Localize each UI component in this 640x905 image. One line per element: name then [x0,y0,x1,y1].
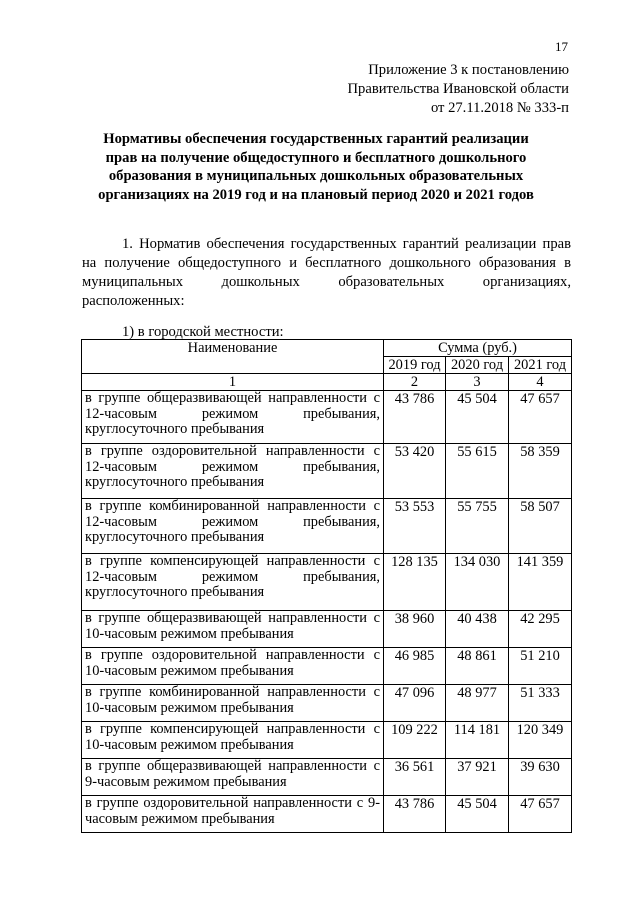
norms-table [81,339,572,833]
row-name: в группе компенсирующей направленности с 10-часовым режимом пребывания [82,722,384,759]
header-year-2020: 2020 год [446,357,509,374]
value-2021: 58 507 [509,499,572,554]
section-subheading: 1) в городской местности: [122,324,284,340]
value-2019: 36 561 [384,759,446,796]
appendix-line-2: Правительства Ивановской области [347,81,569,97]
table-row [82,796,572,833]
table-column-numbers-row [82,374,572,391]
page-number: 17 [555,39,568,54]
value-2020: 134 030 [446,554,509,611]
value-2019: 53 553 [384,499,446,554]
value-2020: 45 504 [446,391,509,444]
value-2021: 120 349 [509,722,572,759]
column-number-4: 4 [509,374,572,391]
row-name: в группе общеразвивающей направленности с 10-часовым режимом пребывания [82,611,384,648]
appendix-reference [348,61,569,118]
value-2020: 37 921 [446,759,509,796]
intro-paragraph: 1. Норматив обеспечения государственных гарантий реализации прав на получение общедоступного и бесплатного дошкольного образования в муниципальных дошкольных образовательных организациях, расположенных: [82,236,571,309]
table-row [82,444,572,499]
column-number-2: 2 [384,374,446,391]
header-sum: Сумма (руб.) [384,340,572,357]
value-2019: 38 960 [384,611,446,648]
table-row [82,554,572,611]
row-name: в группе оздоровительной направленности с 10-часовым режимом пребывания [82,648,384,685]
row-name: в группе комбинированной направленности с 10-часовым режимом пребывания [82,685,384,722]
header-year-2019: 2019 год [384,357,446,374]
value-2021: 51 210 [509,648,572,685]
value-2020: 55 755 [446,499,509,554]
header-name: Наименование [82,340,384,374]
row-name: в группе общеразвивающей направленности с 9-часовым режимом пребывания [82,759,384,796]
row-name: в группе комбинированной направленности с 12-часовым режимом пребывания, круглосуточного пребывания [82,499,384,554]
value-2021: 58 359 [509,444,572,499]
document-title: Нормативы обеспечения государственных гарантий реализации прав на получение общедоступного и бесплатного дошкольного образования в муниципальных дошкольных образовательных организациях на 2019 год и на плановый период 2020 и 2021 годов [98,131,534,203]
table-header-row [82,340,572,357]
value-2020: 55 615 [446,444,509,499]
value-2019: 53 420 [384,444,446,499]
value-2019: 47 096 [384,685,446,722]
value-2019: 128 135 [384,554,446,611]
header-year-2021: 2021 год [509,357,572,374]
value-2019: 109 222 [384,722,446,759]
row-name: в группе оздоровительной направленности с 12-часовым режимом пребывания, круглосуточного пребывания [82,444,384,499]
value-2020: 48 977 [446,685,509,722]
row-name: в группе компенсирующей направленности с 12-часовым режимом пребывания, круглосуточного пребывания [82,554,384,611]
row-name: в группе оздоровительной направленности с 9-часовым режимом пребывания [82,796,384,833]
value-2019: 43 786 [384,391,446,444]
value-2020: 48 861 [446,648,509,685]
table-row [82,722,572,759]
value-2021: 47 657 [509,796,572,833]
value-2021: 39 630 [509,759,572,796]
value-2021: 47 657 [509,391,572,444]
value-2021: 141 359 [509,554,572,611]
value-2019: 46 985 [384,648,446,685]
value-2020: 114 181 [446,722,509,759]
table-row [82,648,572,685]
value-2020: 45 504 [446,796,509,833]
appendix-line-3: от 27.11.2018 № 333-п [430,100,569,116]
table-row [82,611,572,648]
table-row [82,759,572,796]
column-number-3: 3 [446,374,509,391]
appendix-line-1: Приложение 3 к постановлению [368,62,569,78]
table-row [82,391,572,444]
value-2019: 43 786 [384,796,446,833]
value-2021: 51 333 [509,685,572,722]
table-row [82,685,572,722]
value-2020: 40 438 [446,611,509,648]
column-number-1: 1 [82,374,384,391]
value-2021: 42 295 [509,611,572,648]
table-row [82,499,572,554]
row-name: в группе общеразвивающей направленности с 12-часовым режимом пребывания, круглосуточного пребывания [82,391,384,444]
